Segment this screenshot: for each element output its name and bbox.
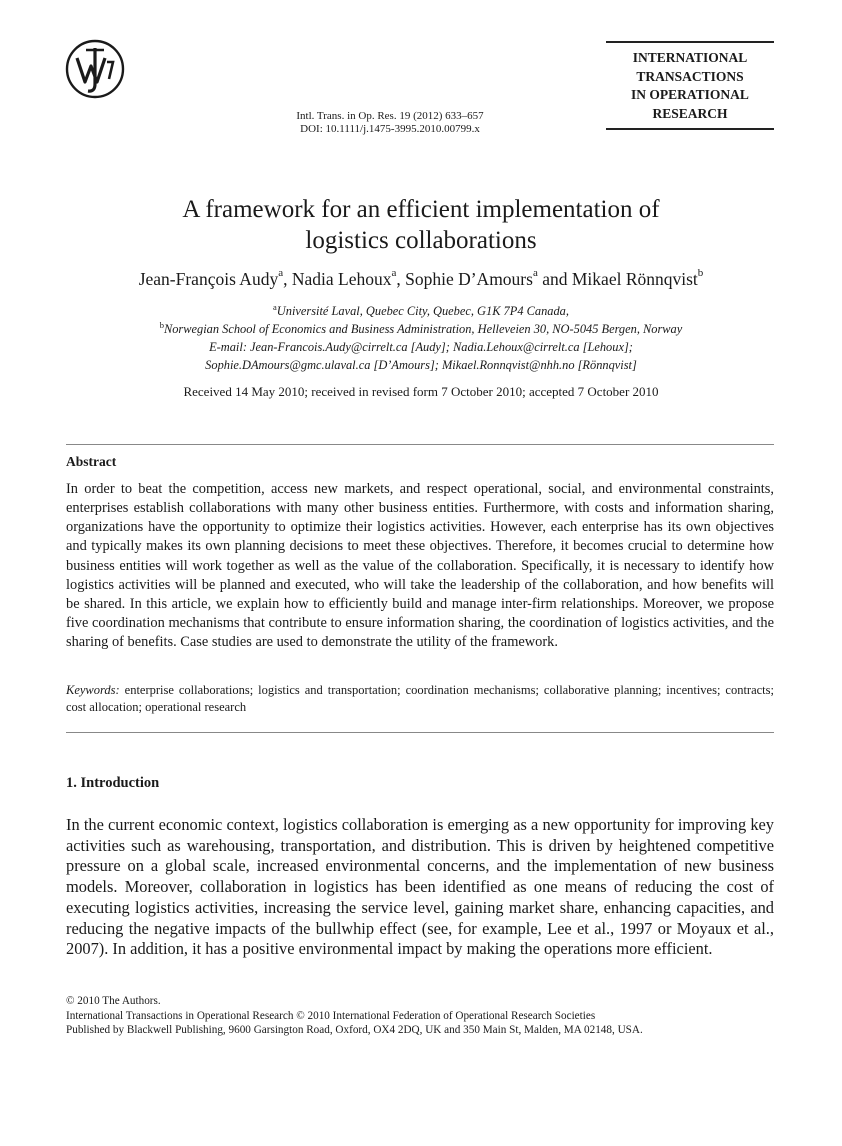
wiley-logo bbox=[64, 38, 126, 100]
affiliation-mark: a bbox=[273, 301, 277, 312]
footer-copyright: © 2010 The Authors. bbox=[66, 995, 161, 1007]
journal-citation bbox=[250, 110, 530, 136]
keywords-label: Keywords: bbox=[66, 683, 120, 697]
author-affiliation-mark: b bbox=[697, 267, 704, 280]
author-separator: , bbox=[283, 269, 292, 289]
title-line: logistics collaborations bbox=[305, 227, 537, 254]
author-affiliation-mark: a bbox=[391, 267, 397, 280]
divider bbox=[66, 732, 774, 733]
keywords-text: enterprise collaborations; logistics and transportation; coordination mechanisms; collaborative planning; incentives; contracts; cost allocation; operational research bbox=[66, 683, 774, 714]
author-name: Sophie D’Amours bbox=[405, 269, 533, 289]
journal-name-box bbox=[606, 41, 774, 130]
email-line: E-mail: Jean-Francois.Audy@cirrelt.ca [Audy]; Nadia.Lehoux@cirrelt.ca [Lehoux]; bbox=[209, 340, 633, 354]
affiliation-b bbox=[40, 321, 802, 337]
citation-line: Intl. Trans. in Op. Res. 19 (2012) 633–657 bbox=[296, 110, 484, 122]
affiliation-text: Norwegian School of Economics and Business Administration, Helleveien 30, NO-5045 Bergen, Norway bbox=[163, 322, 683, 336]
wiley-logo-icon bbox=[64, 38, 126, 100]
author-separator: and bbox=[537, 269, 572, 289]
email-line: Sophie.DAmours@gmc.ulaval.ca [D’Amours]; Mikael.Ronnqvist@nhh.no [Rönnqvist] bbox=[205, 358, 637, 372]
author-affiliation-mark: a bbox=[278, 267, 284, 280]
abstract-heading: Abstract bbox=[66, 454, 117, 469]
affiliation-a bbox=[40, 303, 802, 319]
author-separator: , bbox=[396, 269, 406, 289]
author-affiliation-mark: a bbox=[532, 267, 538, 280]
introduction-text: In the current economic context, logistics collaboration is emerging as a new opportunity for improving key activities such as warehousing, transportation, and distribution. This is driven by heightened competitive pressure on a global scale, increased environmental concerns, and the implementation of new business models. Moreover, collaboration in logistics has been identified as one means of reducing the cost of executing logistics activities, increasing the service level, gaining market share, enhancing capacities, and reducing the negative impacts of the bullwhip effect (see, for example, Lee et al., 1997 or Moyaux et al., 2007). In addition, it has a positive environmental impact by making the operations more efficient. bbox=[66, 815, 774, 959]
affiliation-text: Université Laval, Quebec City, Quebec, G1K 7P4 Canada, bbox=[276, 304, 569, 318]
title-line: A framework for an efficient implementation of bbox=[182, 196, 660, 223]
journal-name-line: IN OPERATIONAL bbox=[631, 87, 749, 102]
received-dates: Received 14 May 2010; received in revised form 7 October 2010; accepted 7 October 2010 bbox=[183, 384, 659, 399]
author-name: Nadia Lehoux bbox=[291, 269, 392, 289]
affiliation-mark: b bbox=[159, 319, 164, 330]
footer-publisher: Published by Blackwell Publishing, 9600 Garsington Road, Oxford, OX4 2DQ, UK and 350 Main St, Malden, MA 02148, USA. bbox=[66, 1024, 643, 1036]
abstract-text: In order to beat the competition, access new markets, and respect operational, social, and environmental constraints, enterprises establish collaborations with many other business entities. Furthermore, with costs and information sharing, organizations have the opportunity to optimize their logistics activities. However, each enterprise has its own objectives and typically makes its own planning decisions to meet these objectives. Therefore, it becomes crucial to determine how business entities will work together as well as the value of the collaboration. Specifically, it is necessary to identify how logistics activities will be planned and executed, who will take the leadership of the collaboration, and how benefits will be shared. In this article, we explain how to efficiently build and manage inter-firm relationships. Moreover, we propose five coordination mechanisms that contribute to ensure information sharing, the coordination of logistics activities, and the sharing of benefits. Case studies are used to demonstrate the utility of the framework. bbox=[66, 481, 774, 651]
journal-name-line: TRANSACTIONS bbox=[636, 68, 744, 84]
footer bbox=[66, 994, 786, 1038]
author-list bbox=[40, 268, 802, 290]
journal-name-line: INTERNATIONAL bbox=[632, 50, 748, 65]
author-name: Jean-François Audy bbox=[138, 269, 279, 289]
keywords bbox=[66, 682, 774, 716]
section-heading: 1. Introduction bbox=[66, 775, 160, 791]
doi-line: DOI: 10.1111/j.1475-3995.2010.00799.x bbox=[300, 123, 480, 135]
journal-name-line: RESEARCH bbox=[652, 105, 728, 121]
paper-title bbox=[60, 194, 782, 256]
footer-journal: International Transactions in Operational Research © 2010 International Federation of Operational Research Societies bbox=[66, 1009, 596, 1022]
author-name: Mikael Rönnqvist bbox=[571, 269, 698, 289]
divider bbox=[66, 444, 774, 445]
